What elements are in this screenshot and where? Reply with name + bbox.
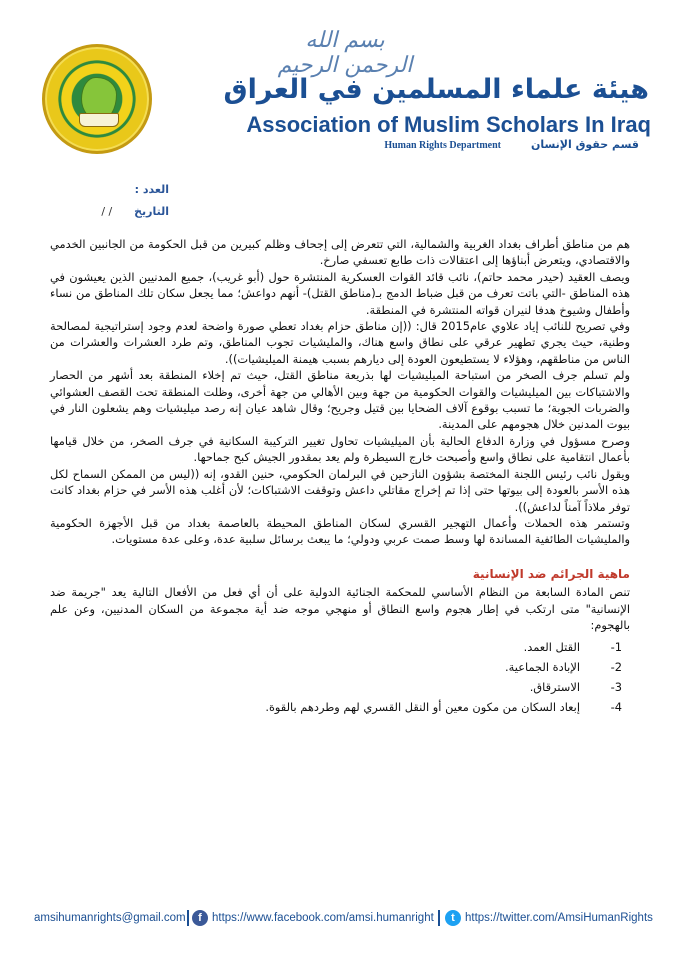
- email-link[interactable]: amsihumanrights@gmail.com: [34, 912, 186, 924]
- list-item-number: 2-: [610, 660, 622, 675]
- document-body: [50, 236, 630, 717]
- section-paragraph: تنص المادة السابعة من النظام الأساسي للمحكمة الجنائية الدولية على أن أي فعل من الأفعال التالية يعد "جريمة ضد الإنسانية" متى ارتكب في إطار هجوم واسع النطاق أو منهجي موجه ضد أية مجموعة من السكان المدنيين، وعن علم بالهجوم:: [50, 585, 630, 632]
- document-meta: [49, 183, 169, 227]
- number-field: [49, 183, 169, 205]
- letterhead: [0, 0, 679, 170]
- list-item-text: الإبادة الجماعية.: [505, 660, 580, 675]
- body-paragraph: وصرح مسؤول في وزارة الدفاع الحالية بأن الميليشيات تحاول تغيير التركيبة السكانية في جرف الصخر، من خلال قيامها بأعمال انتقامية على نطاق واسع وأصبحت خارج السيطرة ولم يعد بمقدور الجيش كبح جماحها.: [50, 433, 630, 465]
- organization-logo: [42, 44, 152, 154]
- book-emblem: [79, 113, 119, 127]
- org-name-arabic: هيئة علماء المسلمين في العراق: [223, 74, 649, 105]
- list-item-text: إبعاد السكان من مكون معين أو النقل القسري لهم وطردهم بالقوة.: [265, 700, 580, 715]
- department-line: [259, 138, 639, 156]
- footer-contacts: [0, 905, 679, 933]
- list-item-text: الاسترقاق.: [529, 680, 580, 695]
- footer-divider: [438, 910, 440, 926]
- list-item-text: القتل العمد.: [523, 640, 580, 655]
- crimes-list: [50, 637, 630, 717]
- department-arabic: قسم حقوق الإنسان: [530, 138, 639, 151]
- date-label: التاريخ: [134, 205, 169, 218]
- number-label: العدد :: [134, 183, 169, 196]
- basmala-calligraphy: بسم الله الرحمن الرحيم: [277, 28, 413, 78]
- twitter-link[interactable]: [445, 909, 653, 927]
- twitter-icon: t: [445, 910, 461, 926]
- list-item: [50, 697, 630, 717]
- list-item-number: 1-: [610, 640, 622, 655]
- twitter-url: https://twitter.com/AmsiHumanRights: [465, 912, 653, 924]
- facebook-icon: f: [192, 910, 208, 926]
- body-paragraph: ويقول نائب رئيس اللجنة المختصة بشؤون النازحين في البرلمان الحكومي، حنين القدو، إنه ((ليس من الممكن السماح لكل هذه الأسر بالعودة إلى بيوتها حتى إذا تم إخراج مقاتلي داعش وتوقفت الاشتباكات؛ لأن أغلب هذه الأسر في حزام بغداد كانت توفر ملاذاً آمناً لداعش)).: [50, 466, 630, 514]
- date-placeholder: / /: [101, 205, 113, 218]
- date-field: [49, 205, 169, 227]
- list-item-number: 4-: [610, 700, 622, 715]
- body-paragraph: وتستمر هذه الحملات وأعمال التهجير القسري لسكان المناطق المحيطة بالعاصمة بغداد من قبل الأجهزة الحكومية والمليشيات الطائفية المساندة لها وسط صمت عربي ودولي؛ ما يبعث برسائل سلبية عدة، وعلى عدة مستويات.: [50, 515, 630, 547]
- body-paragraph: هم من مناطق أطراف بغداد الغربية والشمالية، التي تتعرض إلى إجحاف وظلم كبيرين من قبل الحكومة من الجانبين الخدمي والاقتصادي، ويتعرض أبناؤها إلى اعتقالات ذات طابع تعسفي صارخ.: [50, 237, 630, 268]
- org-name-english: Association of Muslim Scholars In Iraq: [246, 112, 651, 137]
- list-item: [50, 637, 630, 657]
- facebook-link[interactable]: [192, 909, 434, 927]
- section-heading: ماهية الجرائم ضد الإنسانية: [472, 566, 630, 581]
- list-item: [50, 657, 630, 677]
- footer-divider: [187, 910, 189, 926]
- body-paragraph: وفي تصريح للنائب إياد علاوي عام2015 قال: ((إن مناطق حزام بغداد تعطي صورة واضحة لعدم وجود إستراتيجية لمصالحة وطنية، حيث يجري تطهير عرقي على نطاق واسع هناك، والمليشيات تجوب المناطق، وتم طرد العشرات والعشرات من الناس من مناطقهم، وهؤلاء لا يستطيعون العودة إلى ديارهم بسبب هيمنة الميليشيات)).: [50, 319, 630, 366]
- list-item-number: 3-: [610, 680, 622, 695]
- body-paragraph: ولم تسلم جرف الصخر من استباحة الميليشيات لها بذريعة مناطق القتل، حيث تم إخلاء المنطقة بعد أشهر من الحصار والاشتباكات بين الميليشيات والقوات الحكومية من جهة وبين الأهالي من جهة أخرى، وظلت المنطقة تحت القصف العشوائي والضربات الجوية؛ ما تسبب بوقوع آلاف الضحايا بين قتيل وجريح؛ وقال شاهد عيان إنه رصد ميليشيات وهم يشعلون النار في بيوت المدنين خلال هجومهم على المدينة.: [50, 368, 630, 432]
- body-paragraph: ويصف العقيد (حيدر محمد حاتم)، نائب قائد القوات العسكرية المنتشرة حول (أبو غريب)، جميع المدنيين الذين يعيشون في هذه المناطق -التي باتت تعرف من قبل ضباط الدمج بـ(مناطق القتل)- أنهم دواعش؛ مما يجعل سكان تلك المناطق من نساء وأطفال وشيوخ هدفا لنيران قواته المنتشرة في المنطقة.: [50, 269, 630, 317]
- list-item: [50, 677, 630, 697]
- department-english: Human Rights Department: [384, 140, 501, 151]
- facebook-url: https://www.facebook.com/amsi.humanright: [212, 912, 434, 924]
